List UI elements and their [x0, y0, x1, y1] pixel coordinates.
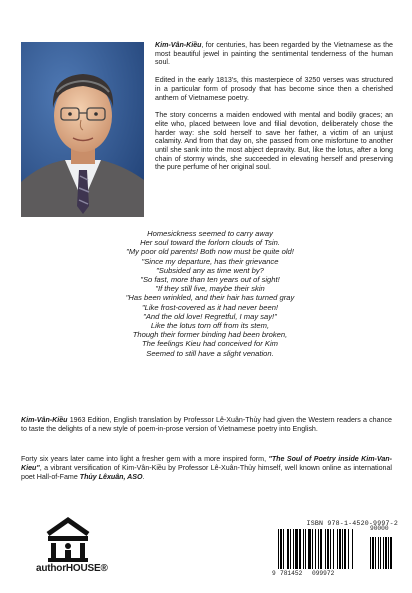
poem-line: "Since my departure, has their grievance	[141, 256, 279, 266]
new-book-title: "The Soul of Poetry inside Kim-Van-Kieu"	[21, 455, 393, 472]
poem-line: "Subsided any as time went by?	[156, 265, 264, 275]
isbn-number: ISBN 978-1-4520-9997-2	[306, 520, 398, 527]
intro-paragraph-1	[155, 41, 393, 67]
barcode-addon-digits: 90000	[370, 525, 389, 532]
poem-line: "Like frost-covered as it had never been!	[141, 302, 279, 312]
author-photo	[21, 42, 144, 217]
intro-paragraph-2: Edited in the early 1813's, this masterpiece of 3250 verses was structured in a particular form of prosody that has become since then a cherished anthem of Vietnamese poetry.	[155, 76, 393, 102]
publisher-name: authorHOUSE®	[36, 563, 108, 574]
intro-paragraph-3: The story concerns a maiden endowed with mental and bodily graces; an elite who, placed between love and filial devotion, deliberately chose the harder way: she sold herself to save her father, a victim of an unjust calamity. And from that day on, she passed from one misfortune to another until she sank into the most abject depravity. But, like the lotus, after a long chain of stormy winds, she succeeded in elevating herself and preserving the pure perfume of her original soul.	[155, 111, 393, 172]
poem-line: "And the old love! Regretful, I may say!"	[143, 311, 277, 321]
new-edition-text-e: .	[142, 472, 145, 481]
poem-line: Though their former binding had been broken,	[132, 330, 288, 340]
poem-line: "My poor old parents! Both now must be quite old!	[126, 247, 294, 257]
poem-excerpt	[40, 229, 380, 358]
authorhouse-logo-icon	[44, 516, 92, 562]
intro-paragraph-1-text: , for centuries, has been regarded by the Vietnamese as the most beautiful jewel in painting the sentimental tenderness of the human soul.	[155, 41, 393, 67]
edition-paragraph	[21, 416, 392, 434]
poem-line: Like the lotus torn off from its stem,	[150, 321, 270, 331]
barcode-digit-group1: 781452	[280, 570, 303, 577]
poem-line: Homesickness seemed to carry away	[147, 229, 273, 238]
new-edition-paragraph	[21, 455, 392, 481]
intro-text	[155, 41, 393, 172]
barcode-digit-first: 9	[272, 570, 276, 577]
publisher-logo	[36, 516, 116, 576]
poem-line: Her soul toward the forlorn clouds of Tsin.	[140, 238, 280, 248]
poem-line: Seemed to still have a slight venation.	[146, 348, 274, 358]
poem-line: The feelings Kieu had conceived for Kim	[142, 339, 278, 349]
poem-line: "Has been wrinkled, and their hair has turned gray	[125, 293, 295, 303]
barcode-digit-group2: 099972	[312, 570, 335, 577]
new-edition-text-c: , a vibrant versification of Kim-Vân-Kiều by Professor Lê-Xuân-Thủy himself, well known online as international poet Hall-of-Fame	[21, 463, 392, 481]
book-title-inline: Kim-Vân-Kiều	[21, 416, 68, 424]
barcode	[272, 529, 398, 571]
poem-line: "So fast, more than ten years out of sight!	[140, 275, 280, 285]
barcode-area	[272, 520, 398, 580]
book-title-inline: Kim-Vân-Kiều	[155, 41, 202, 49]
poem-line: "If they still live, maybe their skin	[155, 284, 265, 294]
edition-paragraph-text: 1963 Edition, English translation by Professor Lê-Xuân-Thủy had given the Western readers a chance to taste the delights of a new style of poem-in-prose version of Vietnamese poetry into English.	[21, 416, 392, 433]
poet-name: Thủy Lêxuân, ASO	[79, 472, 143, 481]
new-edition-text-a: Forty six years later came into light a fresher gem with a more inspired form,	[21, 455, 269, 463]
